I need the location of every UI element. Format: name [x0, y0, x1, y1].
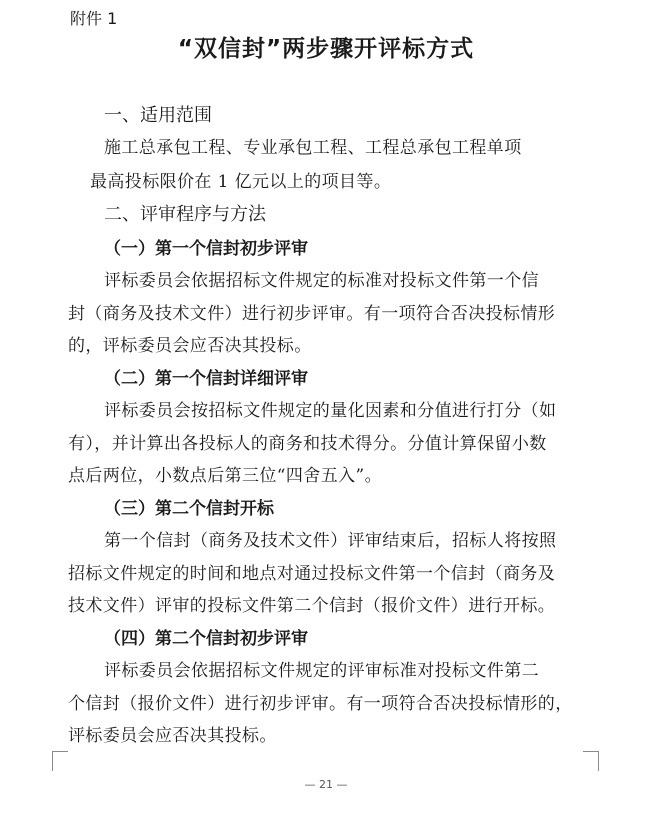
paragraph-line: 技术文件）评审的投标文件第二个信封（报价文件）进行开标。 — [68, 596, 556, 616]
paragraph-line: 封（商务及技术文件）进行初步评审。有一项符合否决投标情形 — [68, 304, 556, 324]
paragraph-line: 评标委员会按招标文件规定的量化因素和分值进行打分（如 — [104, 401, 557, 421]
subsection-heading-3: （三）第二个信封开标 — [104, 499, 274, 519]
page-number: — 21 — — [304, 778, 348, 791]
paragraph-line: 施工总承包工程、专业承包工程、工程总承包工程单项 — [104, 138, 522, 158]
subsection-heading-1: （一）第一个信封初步评审 — [104, 239, 308, 259]
paragraph-line: 最高投标限价在 1 亿元以上的项目等。 — [90, 172, 392, 192]
attachment-label: 附件 1 — [70, 9, 118, 28]
crop-mark-right-vertical — [598, 751, 599, 771]
crop-mark-right-horizontal — [583, 751, 599, 752]
paragraph-line: 评标委员会依据招标文件规定的评审标准对投标文件第二 — [104, 661, 539, 681]
paragraph-line: 点后两位，小数点后第三位“四舍五入”。 — [68, 466, 382, 486]
page-title: “双信封”两步骤开评标方式 — [177, 36, 475, 62]
paragraph-line: 评标委员会依据招标文件规定的标准对投标文件第一个信 — [104, 271, 539, 291]
crop-mark-left-vertical — [52, 751, 53, 771]
subsection-heading-4: （四）第二个信封初步评审 — [104, 629, 308, 649]
paragraph-line: 评标委员会应否决其投标。 — [68, 726, 277, 746]
section-heading-scope: 一、适用范围 — [104, 105, 212, 126]
paragraph-line: 招标文件规定的时间和地点对通过投标文件第一个信封（商务及 — [68, 564, 556, 584]
paragraph-line: 的，评标委员会应否决其投标。 — [68, 336, 312, 356]
paragraph-line: 个信封（报价文件）进行初步评审。有一项符合否决投标情形的， — [68, 694, 573, 714]
section-heading-procedure: 二、评审程序与方法 — [104, 204, 266, 225]
paragraph-line: 第一个信封（商务及技术文件）评审结束后，招标人将按照 — [104, 531, 557, 551]
crop-mark-left-horizontal — [52, 751, 68, 752]
paragraph-line: 有），并计算出各投标人的商务和技术得分。分值计算保留小数 — [68, 434, 547, 454]
subsection-heading-2: （二）第一个信封详细评审 — [104, 369, 308, 389]
